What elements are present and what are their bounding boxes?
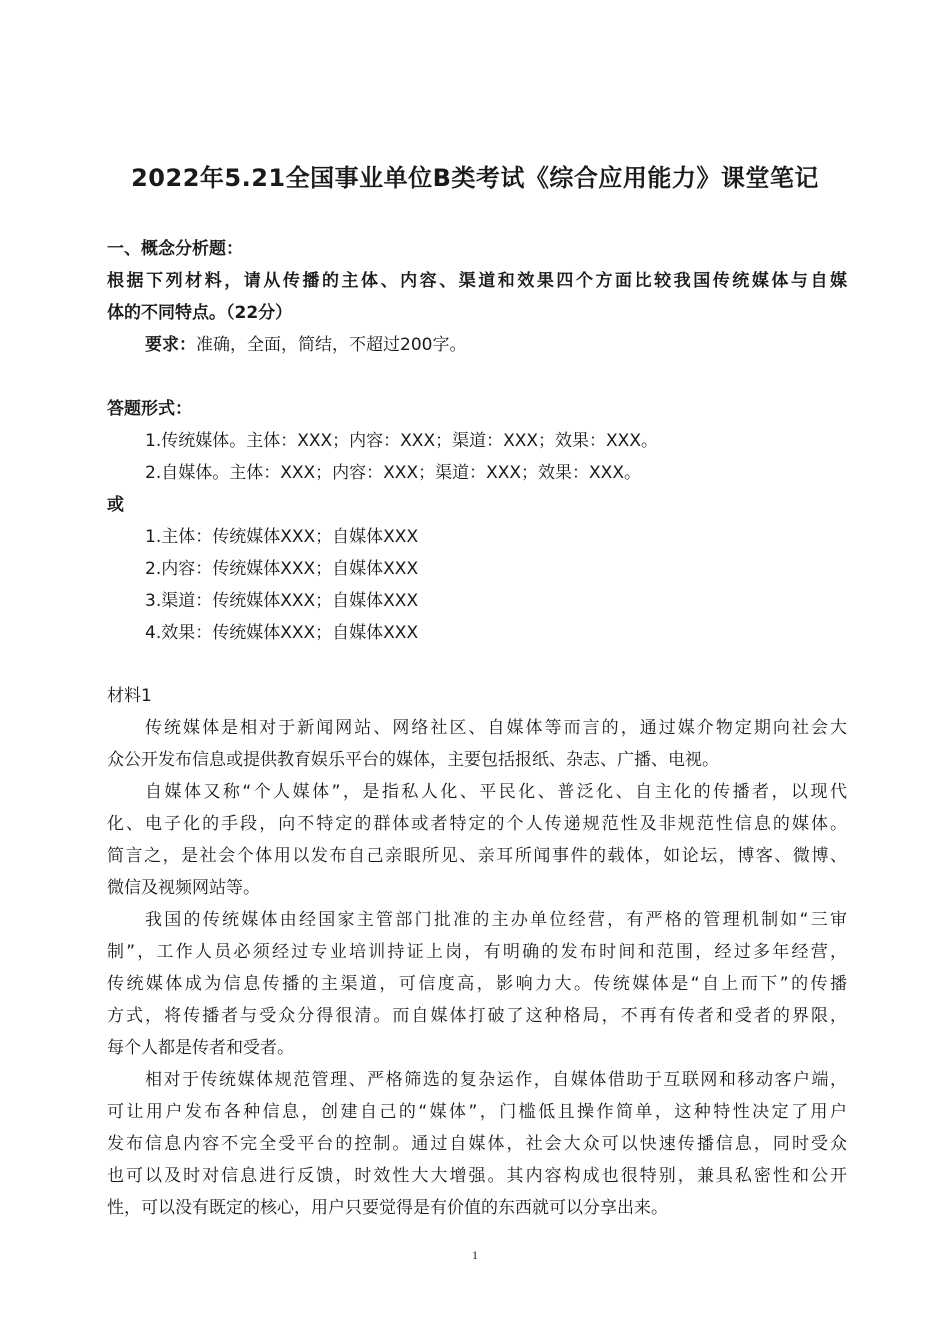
- section-heading: 一、概念分析题：: [107, 239, 243, 259]
- page-title: 2022年5.21全国事业单位B类考试《综合应用能力》课堂笔记: [131, 164, 819, 192]
- format-b-item: 2.内容：传统媒体XXX；自媒体XXX: [145, 559, 419, 579]
- or-label: 或: [107, 495, 124, 515]
- answer-format-heading: 答题形式：: [107, 399, 192, 419]
- format-a-item: 2.自媒体。主体：XXX；内容：XXX；渠道：XXX；效果：XXX。: [145, 463, 641, 483]
- material-line: 化、电子化的手段，向不特定的群体或者特定的个人传递规范性及非规范性信息的媒体。: [107, 814, 847, 834]
- material-line: 微信及视频网站等。: [107, 878, 260, 898]
- question-line: 体的不同特点。（22分）: [107, 303, 293, 323]
- material-line: 性，可以没有既定的核心，用户只要觉得是有价值的东西就可以分享出来。: [107, 1198, 668, 1218]
- requirement-text: 准确，全面，简结，不超过200字。: [196, 335, 467, 355]
- material-heading: 材料1: [107, 686, 152, 706]
- question-line: 根据下列材料，请从传播的主体、内容、渠道和效果四个方面比较我国传统媒体与自媒: [107, 271, 847, 291]
- format-a-item: 1.传统媒体。主体：XXX；内容：XXX；渠道：XXX；效果：XXX。: [145, 431, 658, 451]
- material-line: 也可以及时对信息进行反馈，时效性大大增强。其内容构成也很特别，兼具私密性和公开: [107, 1166, 847, 1186]
- material-line: 相对于传统媒体规范管理、严格筛选的复杂运作，自媒体借助于互联网和移动客户端，: [145, 1070, 847, 1090]
- material-line: 我国的传统媒体由经国家主管部门批准的主办单位经营，有严格的管理机制如“三审: [145, 910, 847, 930]
- material-line: 自媒体又称“个人媒体”，是指私人化、平民化、普泛化、自主化的传播者，以现代: [145, 782, 847, 802]
- requirement: [145, 329, 847, 361]
- format-b-item: 3.渠道：传统媒体XXX；自媒体XXX: [145, 591, 419, 611]
- material-line: 传统媒体成为信息传播的主渠道，可信度高，影响力大。传统媒体是“自上而下”的传播: [107, 974, 847, 994]
- format-b-item: 4.效果：传统媒体XXX；自媒体XXX: [145, 623, 419, 643]
- material-line: 可让用户发布各种信息，创建自己的“媒体”，门槛低且操作简单，这种特性决定了用户: [107, 1102, 847, 1122]
- material-line: 发布信息内容不完全受平台的控制。通过自媒体，社会大众可以快速传播信息，同时受众: [107, 1134, 847, 1154]
- format-b-item: 1.主体：传统媒体XXX；自媒体XXX: [145, 527, 419, 547]
- requirement-label: 要求：: [145, 335, 196, 355]
- material-line: 每个人都是传者和受者。: [107, 1038, 294, 1058]
- page-number: 1: [472, 1248, 478, 1262]
- material-line: 方式，将传播者与受众分得很清。而自媒体打破了这种格局，不再有传者和受者的界限，: [107, 1006, 847, 1026]
- material-line: 制”，工作人员必须经过专业培训持证上岗，有明确的发布时间和范围，经过多年经营，: [107, 942, 847, 962]
- material-line: 传统媒体是相对于新闻网站、网络社区、自媒体等而言的，通过媒介物定期向社会大: [145, 718, 847, 738]
- material-line: 众公开发布信息或提供教育娱乐平台的媒体，主要包括报纸、杂志、广播、电视。: [107, 750, 719, 770]
- material-line: 简言之，是社会个体用以发布自己亲眼所见、亲耳所闻事件的载体，如论坛，博客、微博、: [107, 846, 847, 866]
